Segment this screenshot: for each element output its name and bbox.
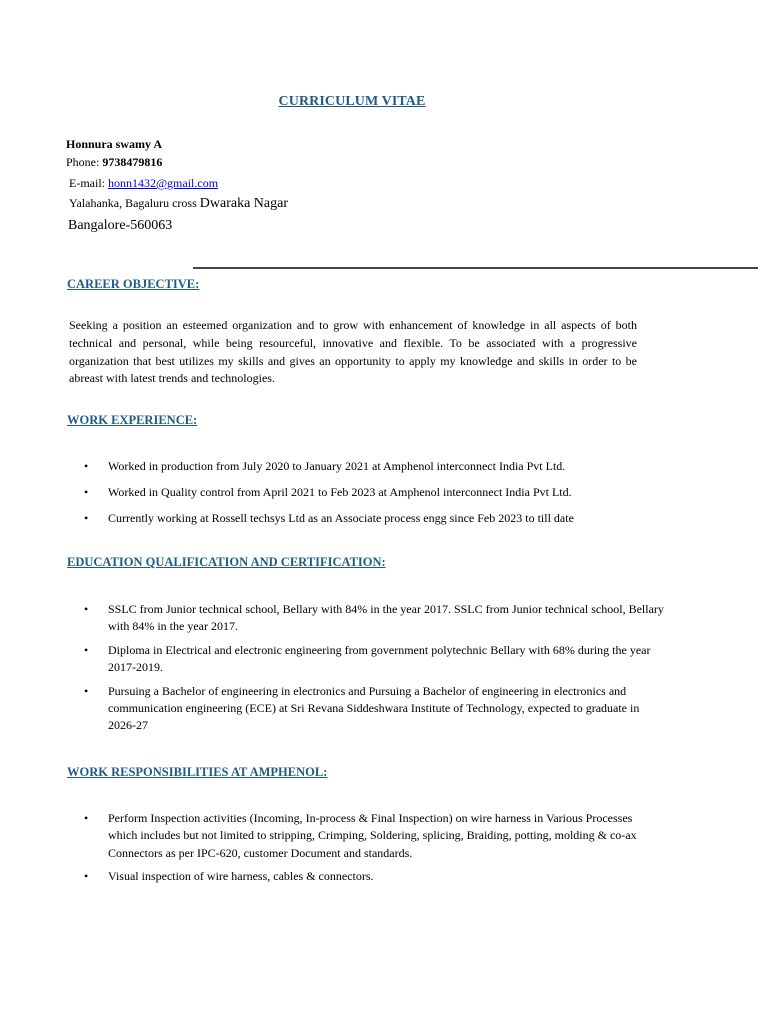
bullet: •: [84, 869, 89, 884]
work-experience-list: [84, 458, 664, 537]
career-objective-text: Seeking a position an esteemed organization and to grow with enhancement of knowledge in all aspects of both technical and personal, while being resourceful, innovative and flexible. To be associated with a progressive organization that best utilizes my skills and gives an opportunity to apply my knowledge and skills in order to be abreast with latest trends and technologies.: [69, 318, 637, 386]
bullet: •: [84, 602, 89, 616]
document-title: CURRICULUM VITAE: [278, 94, 426, 109]
education-heading: EDUCATION QUALIFICATION AND CERTIFICATION:: [67, 555, 386, 569]
career-objective-heading: CAREER OBJECTIVE:: [67, 277, 200, 291]
list-item: [84, 601, 664, 636]
list-item: [84, 484, 664, 501]
list-item-text: Diploma in Electrical and electronic engineering from government polytechnic Bellary with 68% during the year 2017-2019.: [108, 642, 651, 675]
list-item: [84, 510, 664, 527]
list-item-text: Perform Inspection activities (Incoming, In-process & Final Inspection) on wire harness in Various Processes which includes but not limited to stripping, Crimping, Soldering, splicing, Braiding, potting, molding & co-ax Connectors as per IPC-620, customer Document and standards.: [108, 811, 637, 860]
bullet: •: [84, 459, 89, 473]
bullet: •: [84, 485, 89, 500]
candidate-name: Honnura swamy A: [66, 137, 163, 151]
address-line-2: Bangalore-560063: [68, 218, 173, 233]
list-item: [84, 683, 664, 735]
bullet: •: [84, 642, 89, 657]
work-experience-heading: WORK EXPERIENCE:: [67, 413, 198, 427]
email-link[interactable]: honn1432@gmail.com: [108, 176, 219, 190]
address-locality: Dwaraka Nagar: [199, 196, 288, 211]
list-item-text: Worked in Quality control from April 2021 to Feb 2023 at Amphenol interconnect India Pvt Ltd.: [108, 485, 572, 500]
list-item-text: SSLC from Junior technical school, Bellary with 84% in the year 2017. SSLC from Junior technical school, Bellary with 84% in the year 2017.: [108, 602, 664, 634]
bullet: •: [84, 511, 89, 526]
address-line-1: [69, 196, 288, 211]
education-list: [84, 601, 664, 741]
bullet: •: [84, 811, 89, 825]
list-item-text: Worked in production from July 2020 to January 2021 at Amphenol interconnect India Pvt Ltd.: [108, 459, 566, 473]
list-item: [84, 868, 664, 885]
phone-number: 9738479816: [102, 155, 163, 169]
horizontal-divider: [193, 267, 758, 269]
email-label: E-mail:: [69, 176, 108, 190]
bullet: •: [84, 683, 89, 698]
phone-line: [66, 155, 162, 169]
list-item: [84, 642, 664, 677]
responsibilities-heading: WORK RESPONSIBILITIES AT AMPHENOL:: [67, 765, 328, 779]
responsibilities-list: [84, 810, 664, 892]
list-item: [84, 458, 664, 475]
list-item-text: Currently working at Rossell techsys Ltd as an Associate process engg since Feb 2023 to till date: [108, 511, 574, 526]
list-item-text: Pursuing a Bachelor of engineering in electronics and Pursuing a Bachelor of engineering in electronics and communication engineering (ECE) at Sri Revana Siddeshwara Institute of Technology, expected to graduate in 2026-27: [108, 683, 640, 733]
address-area: Yalahanka, Bagaluru cross: [69, 196, 200, 210]
list-item-text: Visual inspection of wire harness, cables & connectors.: [108, 869, 374, 884]
phone-label: Phone:: [66, 155, 103, 169]
email-line: [69, 176, 218, 190]
list-item: [84, 810, 664, 862]
